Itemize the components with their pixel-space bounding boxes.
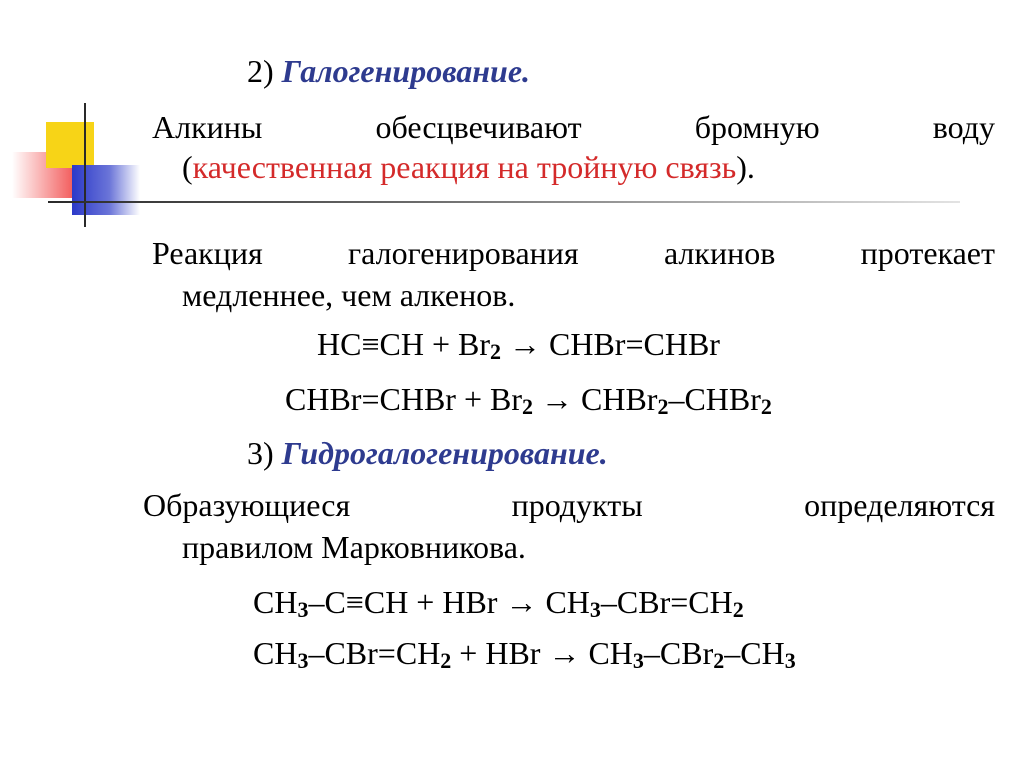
para-1-word: обесцвечивают xyxy=(375,109,582,145)
section-2-heading xyxy=(247,52,530,90)
eq-part: CH xyxy=(253,635,298,671)
open-paren: ( xyxy=(182,149,193,185)
eq-part: –C≡CH + HBr → CH xyxy=(308,584,590,620)
eq-part: –CBr xyxy=(643,635,714,671)
eq-part: → CHBr=CHBr xyxy=(501,326,720,362)
qualitative-reaction-highlight: качественная реакция на тройную связь xyxy=(192,149,737,185)
eq-part: + HBr → CH xyxy=(451,635,633,671)
eq-part: –CH xyxy=(724,635,785,671)
decor-yellow-block xyxy=(46,122,94,168)
eq-part: CH xyxy=(253,584,298,620)
decor-vertical-line xyxy=(84,103,86,227)
eq-part: –CBr=CH xyxy=(600,584,733,620)
eq-subscript: 3 xyxy=(632,648,644,673)
para-3-line-1 xyxy=(143,486,995,524)
equation-4 xyxy=(253,634,796,672)
para-3-word: определяются xyxy=(804,487,995,523)
eq-part: –CBr=CH xyxy=(308,635,441,671)
eq-subscript: 3 xyxy=(589,597,601,622)
eq-subscript: 3 xyxy=(297,597,309,622)
equation-2 xyxy=(285,380,772,418)
para-1-line-2 xyxy=(182,148,755,186)
para-1-word: Алкины xyxy=(152,109,263,145)
para-3-line-2: правилом Марковникова. xyxy=(182,529,526,565)
eq-part: CHBr=CHBr + Br xyxy=(285,381,522,417)
section-2-number: 2) xyxy=(247,53,274,89)
eq-subscript: 2 xyxy=(760,394,772,419)
section-3-number: 3) xyxy=(247,435,274,471)
para-2-word: протекает xyxy=(860,235,995,271)
para-1-word: воду xyxy=(932,109,995,145)
close-paren: ). xyxy=(736,149,755,185)
eq-subscript: 3 xyxy=(784,648,796,673)
eq-subscript: 2 xyxy=(440,648,452,673)
eq-part: –CHBr xyxy=(668,381,761,417)
eq-part: → CHBr xyxy=(533,381,658,417)
eq-subscript: 2 xyxy=(522,394,533,419)
equation-1 xyxy=(317,325,720,363)
eq-subscript: 3 xyxy=(297,648,309,673)
para-2-word: алкинов xyxy=(663,235,776,271)
para-2-line-1 xyxy=(152,234,995,272)
equation-3 xyxy=(253,583,744,621)
decor-horizontal-line xyxy=(48,201,960,203)
section-3-title: Гидрогалогенирование. xyxy=(281,435,608,471)
decor-blue-block xyxy=(72,165,140,215)
eq-subscript: 2 xyxy=(657,394,669,419)
para-1-line-1 xyxy=(152,108,995,146)
para-2-word: галогенирования xyxy=(348,235,579,271)
para-1-word: бромную xyxy=(694,109,820,145)
para-3-word: продукты xyxy=(511,487,643,523)
para-2-line-2: медленнее, чем алкенов. xyxy=(182,277,516,313)
eq-part: HC≡CH + Br xyxy=(317,326,490,362)
para-2-word: Реакция xyxy=(152,235,263,271)
eq-subscript: 2 xyxy=(732,597,744,622)
eq-subscript: 2 xyxy=(713,648,725,673)
eq-subscript: 2 xyxy=(490,339,501,364)
para-3-word: Образующиеся xyxy=(143,487,351,523)
section-2-title: Галогенирование. xyxy=(281,53,531,89)
section-3-heading xyxy=(247,434,608,472)
